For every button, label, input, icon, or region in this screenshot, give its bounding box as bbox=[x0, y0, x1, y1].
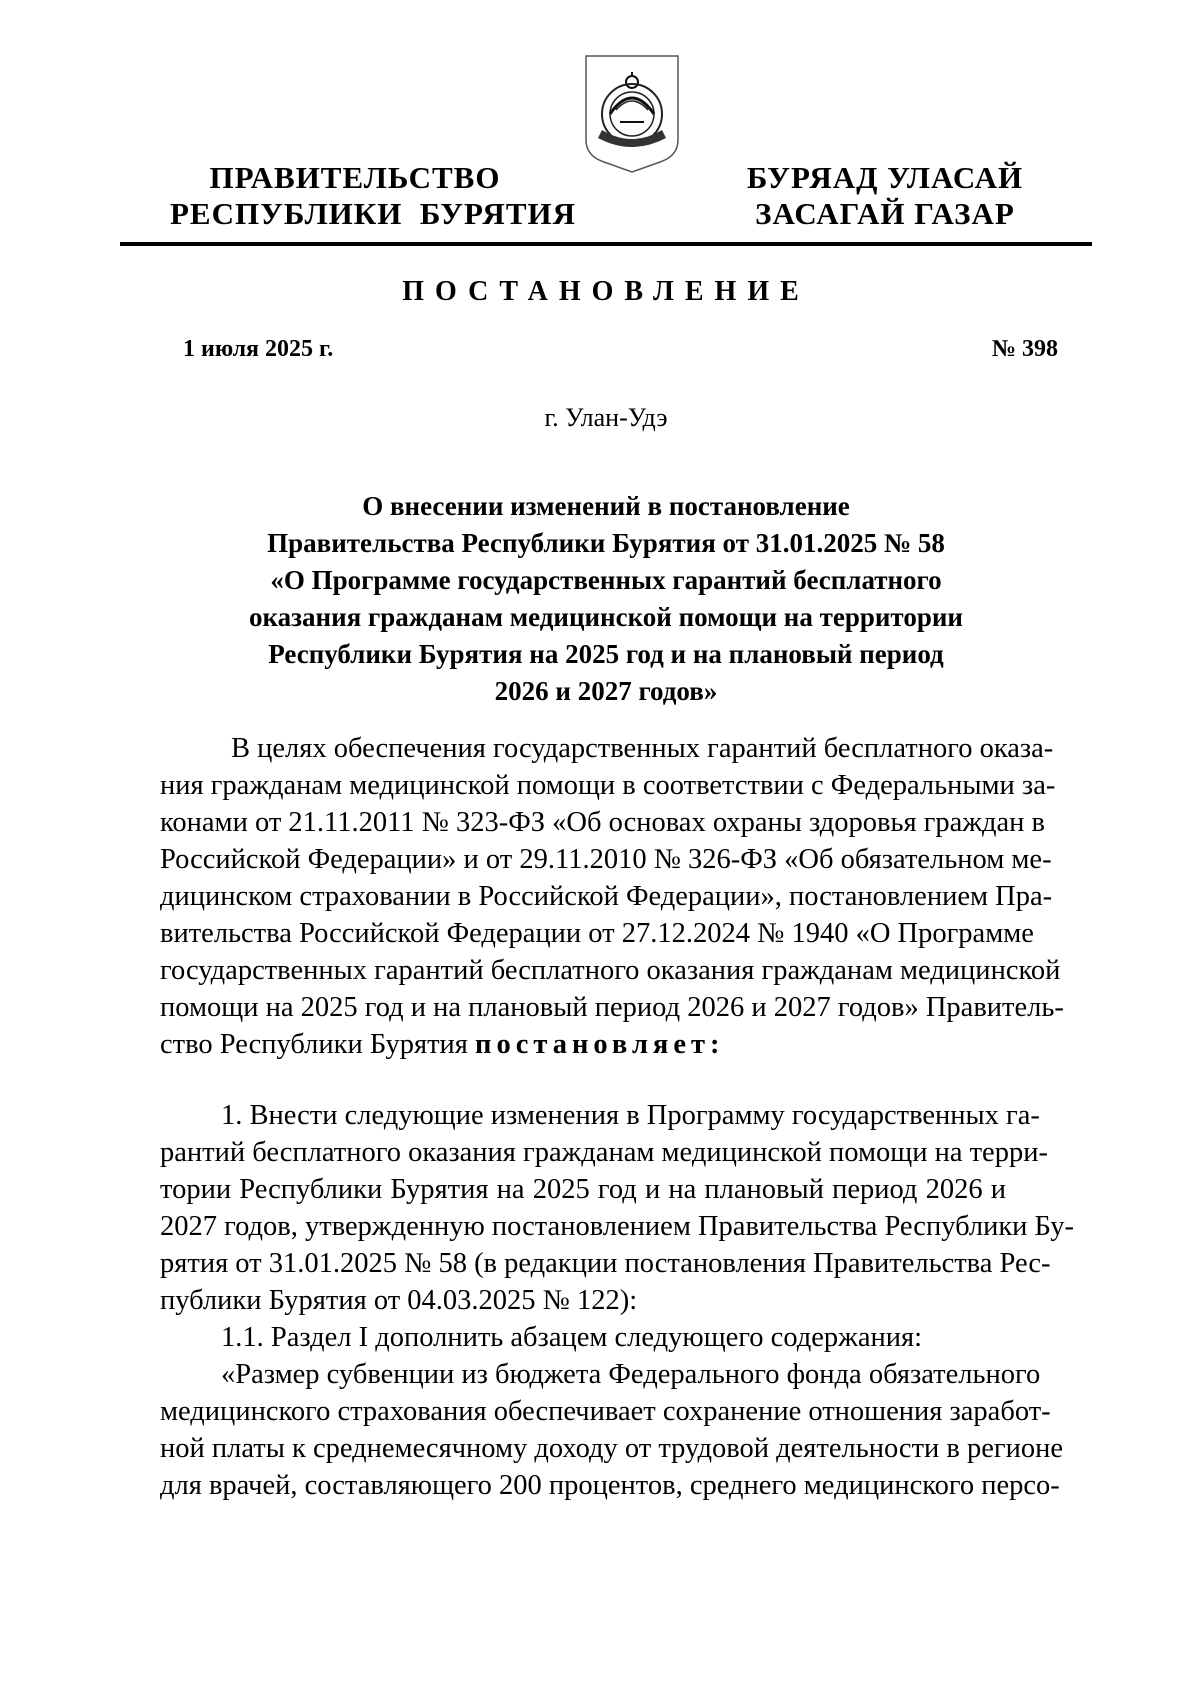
title-line: О внесении изменений в постановление bbox=[362, 491, 850, 521]
body-line: дицинском страховании в Российской Федерации», постановлением Пра- bbox=[160, 881, 1053, 912]
body-line: «Размер субвенции из бюджета Федерального фонда обязательного bbox=[221, 1359, 1041, 1390]
body-line-last bbox=[160, 1029, 725, 1061]
body-line: медицинского страхования обеспечивает сохранение отношения заработ- bbox=[160, 1396, 1051, 1427]
document-title bbox=[140, 488, 1072, 710]
title-line: Правительства Республики Бурятия от 31.01.2025 № 58 bbox=[267, 528, 945, 558]
body-line: конами от 21.11.2011 № 323-ФЗ «Об основах охраны здоровья граждан в bbox=[160, 807, 1045, 838]
body-text: ство Республики Бурятия bbox=[160, 1029, 468, 1060]
body-line: ной платы к среднемесячному доходу от трудовой деятельности в регионе bbox=[160, 1433, 1063, 1464]
header-left-line: РЕСПУБЛИКИ БУРЯТИЯ bbox=[170, 196, 577, 231]
body-line: государственных гарантий бесплатного оказания гражданам медицинской bbox=[160, 955, 1061, 986]
body-line: В целях обеспечения государственных гарантий бесплатного оказа- bbox=[231, 733, 1054, 764]
coat-of-arms-emblem bbox=[580, 52, 684, 174]
government-name-russian bbox=[170, 160, 577, 232]
header-right-line: ЗАСАГАЙ ГАЗАР bbox=[755, 196, 1015, 231]
document-number: № 398 bbox=[991, 336, 1058, 362]
title-line: Республики Бурятия на 2025 год и на плановый период bbox=[268, 639, 944, 669]
resolution-word: постановляет: bbox=[475, 1029, 725, 1060]
title-line: 2026 и 2027 годов» bbox=[494, 676, 718, 706]
title-line: оказания гражданам медицинской помощи на территории bbox=[249, 602, 963, 632]
body-line: помощи на 2025 год и на плановый период 2026 и 2027 годов» Правитель- bbox=[160, 992, 1064, 1023]
header-left-line: ПРАВИТЕЛЬСТВО bbox=[209, 160, 501, 195]
header-right-line: БУРЯАД УЛАСАЙ bbox=[746, 160, 1024, 195]
body-line: для врачей, составляющего 200 процентов, среднего медицинского персо- bbox=[160, 1470, 1060, 1501]
body-line: рятия от 31.01.2025 № 58 (в редакции постановления Правительства Рес- bbox=[160, 1248, 1051, 1279]
body-line: ния гражданам медицинской помощи в соответствии с Федеральными за- bbox=[160, 770, 1056, 801]
body-line: публики Бурятия от 04.03.2025 № 122): bbox=[160, 1285, 638, 1316]
document-date: 1 июля 2025 г. bbox=[183, 336, 334, 362]
body-line: Российской Федерации» и от 29.11.2010 № 326-ФЗ «Об обязательном ме- bbox=[160, 844, 1052, 875]
header-divider bbox=[120, 242, 1092, 246]
body-line: рантий бесплатного оказания гражданам медицинской помощи на терри- bbox=[160, 1137, 1048, 1168]
body-line: тории Республики Бурятия на 2025 год и на плановый период 2026 и bbox=[160, 1174, 1006, 1205]
body-line: 1.1. Раздел I дополнить абзацем следующего содержания: bbox=[221, 1322, 923, 1353]
body-line: 2027 годов, утвержденную постановлением Правительства Республики Бу- bbox=[160, 1211, 1074, 1242]
body-line: вительства Российской Федерации от 27.12.2024 № 1940 «О Программе bbox=[160, 918, 1034, 949]
document-type: ПОСТАНОВЛЕНИЕ bbox=[402, 276, 810, 307]
government-name-buryat bbox=[740, 160, 1030, 232]
title-line: «О Программе государственных гарантий бесплатного bbox=[270, 565, 942, 595]
body-line: 1. Внести следующие изменения в Программу государственных га- bbox=[221, 1100, 1040, 1131]
document-city: г. Улан-Удэ bbox=[544, 403, 668, 432]
